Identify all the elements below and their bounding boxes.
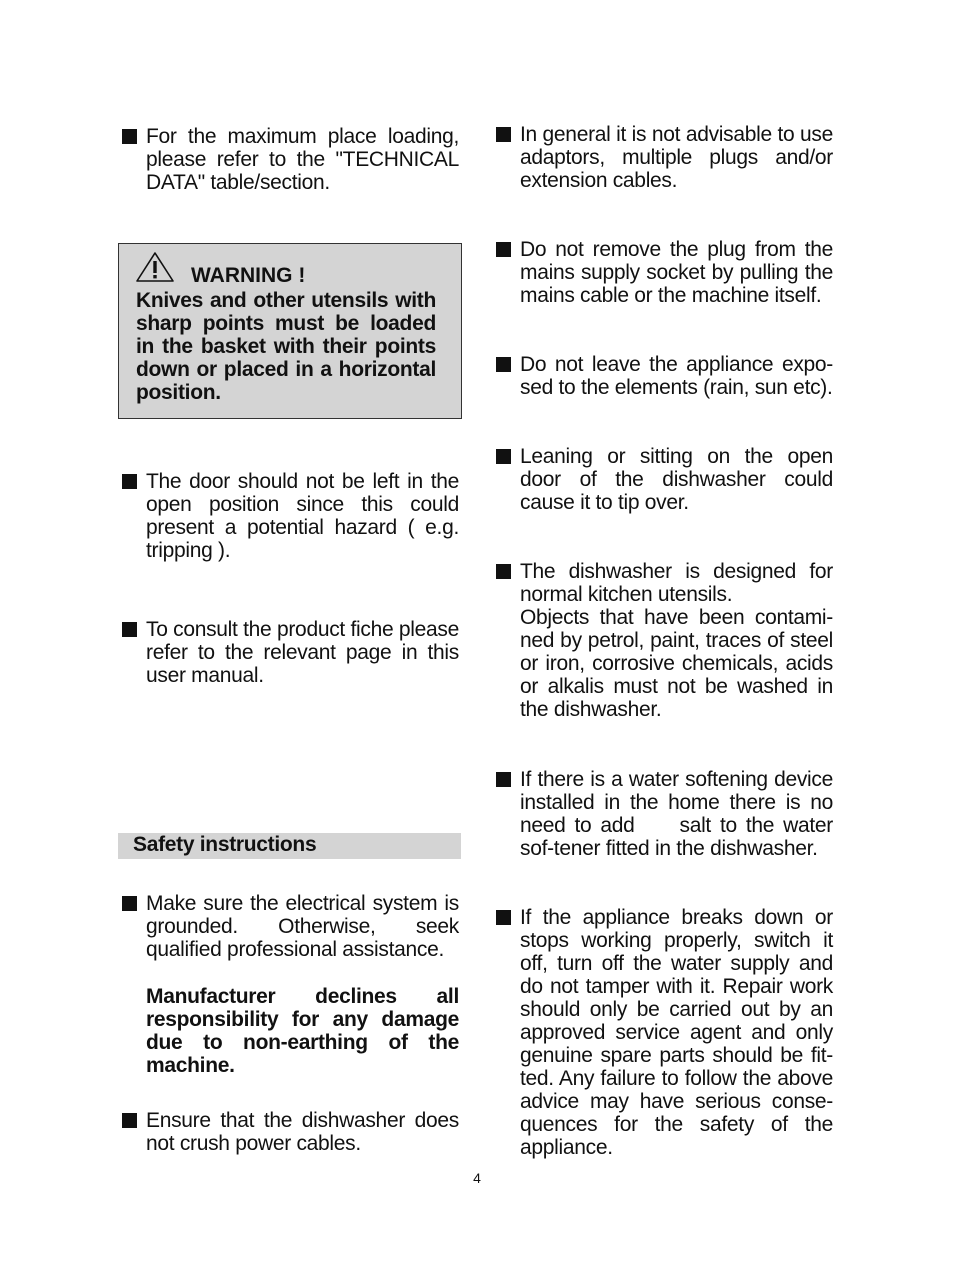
bullet-item-grounded [122,892,459,961]
bullet-item-designed [496,560,833,721]
bullet-item-softener [496,768,839,860]
item-text: Ensure that the dishwasher does not crush power cables. [146,1109,459,1155]
bullet-item-leaning [496,445,833,514]
section-heading-text: Safety instructions [133,833,317,856]
item-text: In general it is not advisable to use adaptors, multiple plugs and/or extension cables. [520,123,833,192]
warning-triangle-icon [135,251,175,288]
page-number: 4 [473,1170,481,1186]
item-text: Make sure the electrical system is grounded. Otherwise, seek qualified professional assistance. [146,892,459,961]
warning-title: WARNING ! [191,264,306,287]
square-bullet-icon [122,129,137,144]
square-bullet-icon [496,910,511,925]
square-bullet-icon [496,127,511,142]
bullet-item-plug [496,238,833,307]
square-bullet-icon [496,242,511,257]
item-text: Do not remove the plug from the mains supply socket by pulling the mains cable or the machine itself. [520,238,833,307]
square-bullet-icon [496,564,511,579]
bullet-item-elements [496,353,833,399]
item-text: Do not leave the appliance expo-sed to the elements (rain, sun etc). [520,353,833,399]
bullet-item-door [122,470,459,562]
square-bullet-icon [122,896,137,911]
square-bullet-icon [496,449,511,464]
item-text: Leaning or sitting on the open door of the dishwasher could cause it to tip over. [520,445,833,514]
square-bullet-icon [122,474,137,489]
item-text: If there is a water softening device installed in the home there is no need to add salt to the water sof-tener fitted in the dishwasher. [520,768,839,860]
bullet-item-cables [122,1109,459,1155]
bullet-item-adaptors [496,123,833,192]
bullet-item-breakdown [496,906,833,1159]
item-text: The door should not be left in the open position since this could present a potential hazard ( e.g. tripping ). [146,470,459,562]
manufacturer-note-text: Manufacturer declines all responsibility for any damage due to non-earthing of the machine. [146,985,459,1077]
square-bullet-icon [122,622,137,637]
item-text: To consult the product fiche please refer to the relevant page in this user manual. [146,618,459,687]
warning-body: Knives and other utensils with sharp points must be loaded in the basket with their points down or placed in a horizontal position. [136,289,436,404]
section-heading-safety [118,833,461,859]
square-bullet-icon [122,1113,137,1128]
item-text-continued: Objects that have been contami-ned by petrol, paint, traces of steel or iron, corrosive chemicals, acids or alkalis must not be washed in the dishwasher. [520,606,833,721]
square-bullet-icon [496,772,511,787]
item-text: If the appliance breaks down or stops working properly, switch it off, turn off the water supply and do not tamper with it. Repair work should only be carried out by an approved service agent and only genuine spare parts should be fit-ted. Any failure to follow the above advice may have serious conse-quences for the safety of the appliance. [520,906,833,1159]
item-text: The dishwasher is designed for normal kitchen utensils. [520,560,833,606]
bullet-item-product-fiche [122,618,459,687]
item-text: For the maximum place loading, please refer to the "TECHNICAL DATA" table/section. [146,125,459,194]
bullet-item-max-loading [122,125,459,194]
square-bullet-icon [496,357,511,372]
warning-box [118,243,462,419]
manufacturer-note [146,985,459,1077]
